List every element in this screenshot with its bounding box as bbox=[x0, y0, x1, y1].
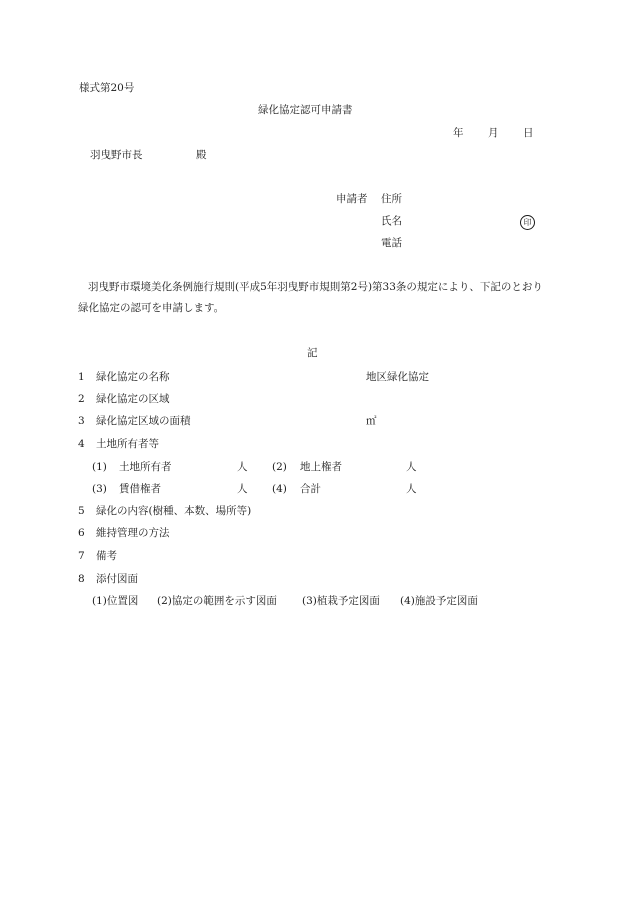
applicant-phone-label: 電話 bbox=[381, 237, 402, 249]
item-4-number: 4 bbox=[78, 438, 85, 450]
applicant-name-label: 氏名 bbox=[381, 215, 402, 227]
item-3-label: 緑化協定区域の面積 bbox=[96, 415, 191, 427]
addressee-honorific: 殿 bbox=[196, 149, 207, 161]
item-2-label: 緑化協定の区域 bbox=[96, 393, 170, 405]
attachment-3: (3)植栽予定図面 bbox=[302, 595, 380, 607]
item-4-sub-1-label: 土地所有者 bbox=[119, 461, 172, 473]
date-year: 年 bbox=[453, 127, 464, 139]
item-3-unit: ㎡ bbox=[366, 415, 377, 427]
item-1-number: 1 bbox=[78, 371, 85, 383]
seal-circle: 印 bbox=[520, 215, 535, 230]
item-4-sub-4-unit: 人 bbox=[406, 483, 417, 495]
item-4-sub-2-label: 地上権者 bbox=[300, 461, 342, 473]
attachment-2: (2)協定の範囲を示す図面 bbox=[157, 595, 277, 607]
item-4-sub-4-number: (4) bbox=[272, 483, 287, 495]
item-1-value: 地区緑化協定 bbox=[366, 371, 429, 383]
item-4-sub-3-label: 賃借権者 bbox=[119, 483, 161, 495]
item-8-label: 添付図面 bbox=[96, 573, 138, 585]
item-4-label: 土地所有者等 bbox=[96, 438, 159, 450]
item-4-sub-1-number: (1) bbox=[92, 461, 107, 473]
item-4-sub-2-number: (2) bbox=[272, 461, 287, 473]
addressee-name: 羽曳野市長 bbox=[90, 149, 143, 161]
item-1-label: 緑化協定の名称 bbox=[96, 371, 170, 383]
item-5-label: 緑化の内容(樹種、本数、場所等) bbox=[96, 505, 252, 517]
attachment-1: (1)位置図 bbox=[92, 595, 139, 607]
body-paragraph: 羽曳野市環境美化条例施行規則(平成5年羽曳野市規則第2号)第33条の規定により、下記のとおり緑化協定の認可を申請します。 bbox=[78, 281, 543, 314]
item-6-label: 維持管理の方法 bbox=[96, 527, 170, 539]
form-number: 様式第20号 bbox=[79, 82, 135, 94]
item-6-number: 6 bbox=[78, 527, 85, 539]
item-5-number: 5 bbox=[78, 505, 85, 517]
item-8-number: 8 bbox=[78, 573, 85, 585]
item-7-label: 備考 bbox=[96, 550, 117, 562]
document-title: 緑化協定認可申請書 bbox=[258, 104, 353, 116]
date-month: 月 bbox=[488, 127, 499, 139]
ki-heading: 記 bbox=[307, 347, 318, 359]
item-2-number: 2 bbox=[78, 393, 85, 405]
applicant-label: 申請者 bbox=[336, 193, 368, 205]
seal-mark bbox=[520, 215, 535, 230]
item-7-number: 7 bbox=[78, 550, 85, 562]
item-4-sub-4-label: 合計 bbox=[300, 483, 321, 495]
item-3-number: 3 bbox=[78, 415, 85, 427]
attachment-4: (4)施設予定図面 bbox=[400, 595, 478, 607]
item-4-sub-2-unit: 人 bbox=[406, 461, 417, 473]
item-4-sub-3-unit: 人 bbox=[237, 483, 248, 495]
item-4-sub-3-number: (3) bbox=[92, 483, 107, 495]
applicant-address-label: 住所 bbox=[381, 193, 402, 205]
item-4-sub-1-unit: 人 bbox=[237, 461, 248, 473]
date-day: 日 bbox=[523, 127, 534, 139]
